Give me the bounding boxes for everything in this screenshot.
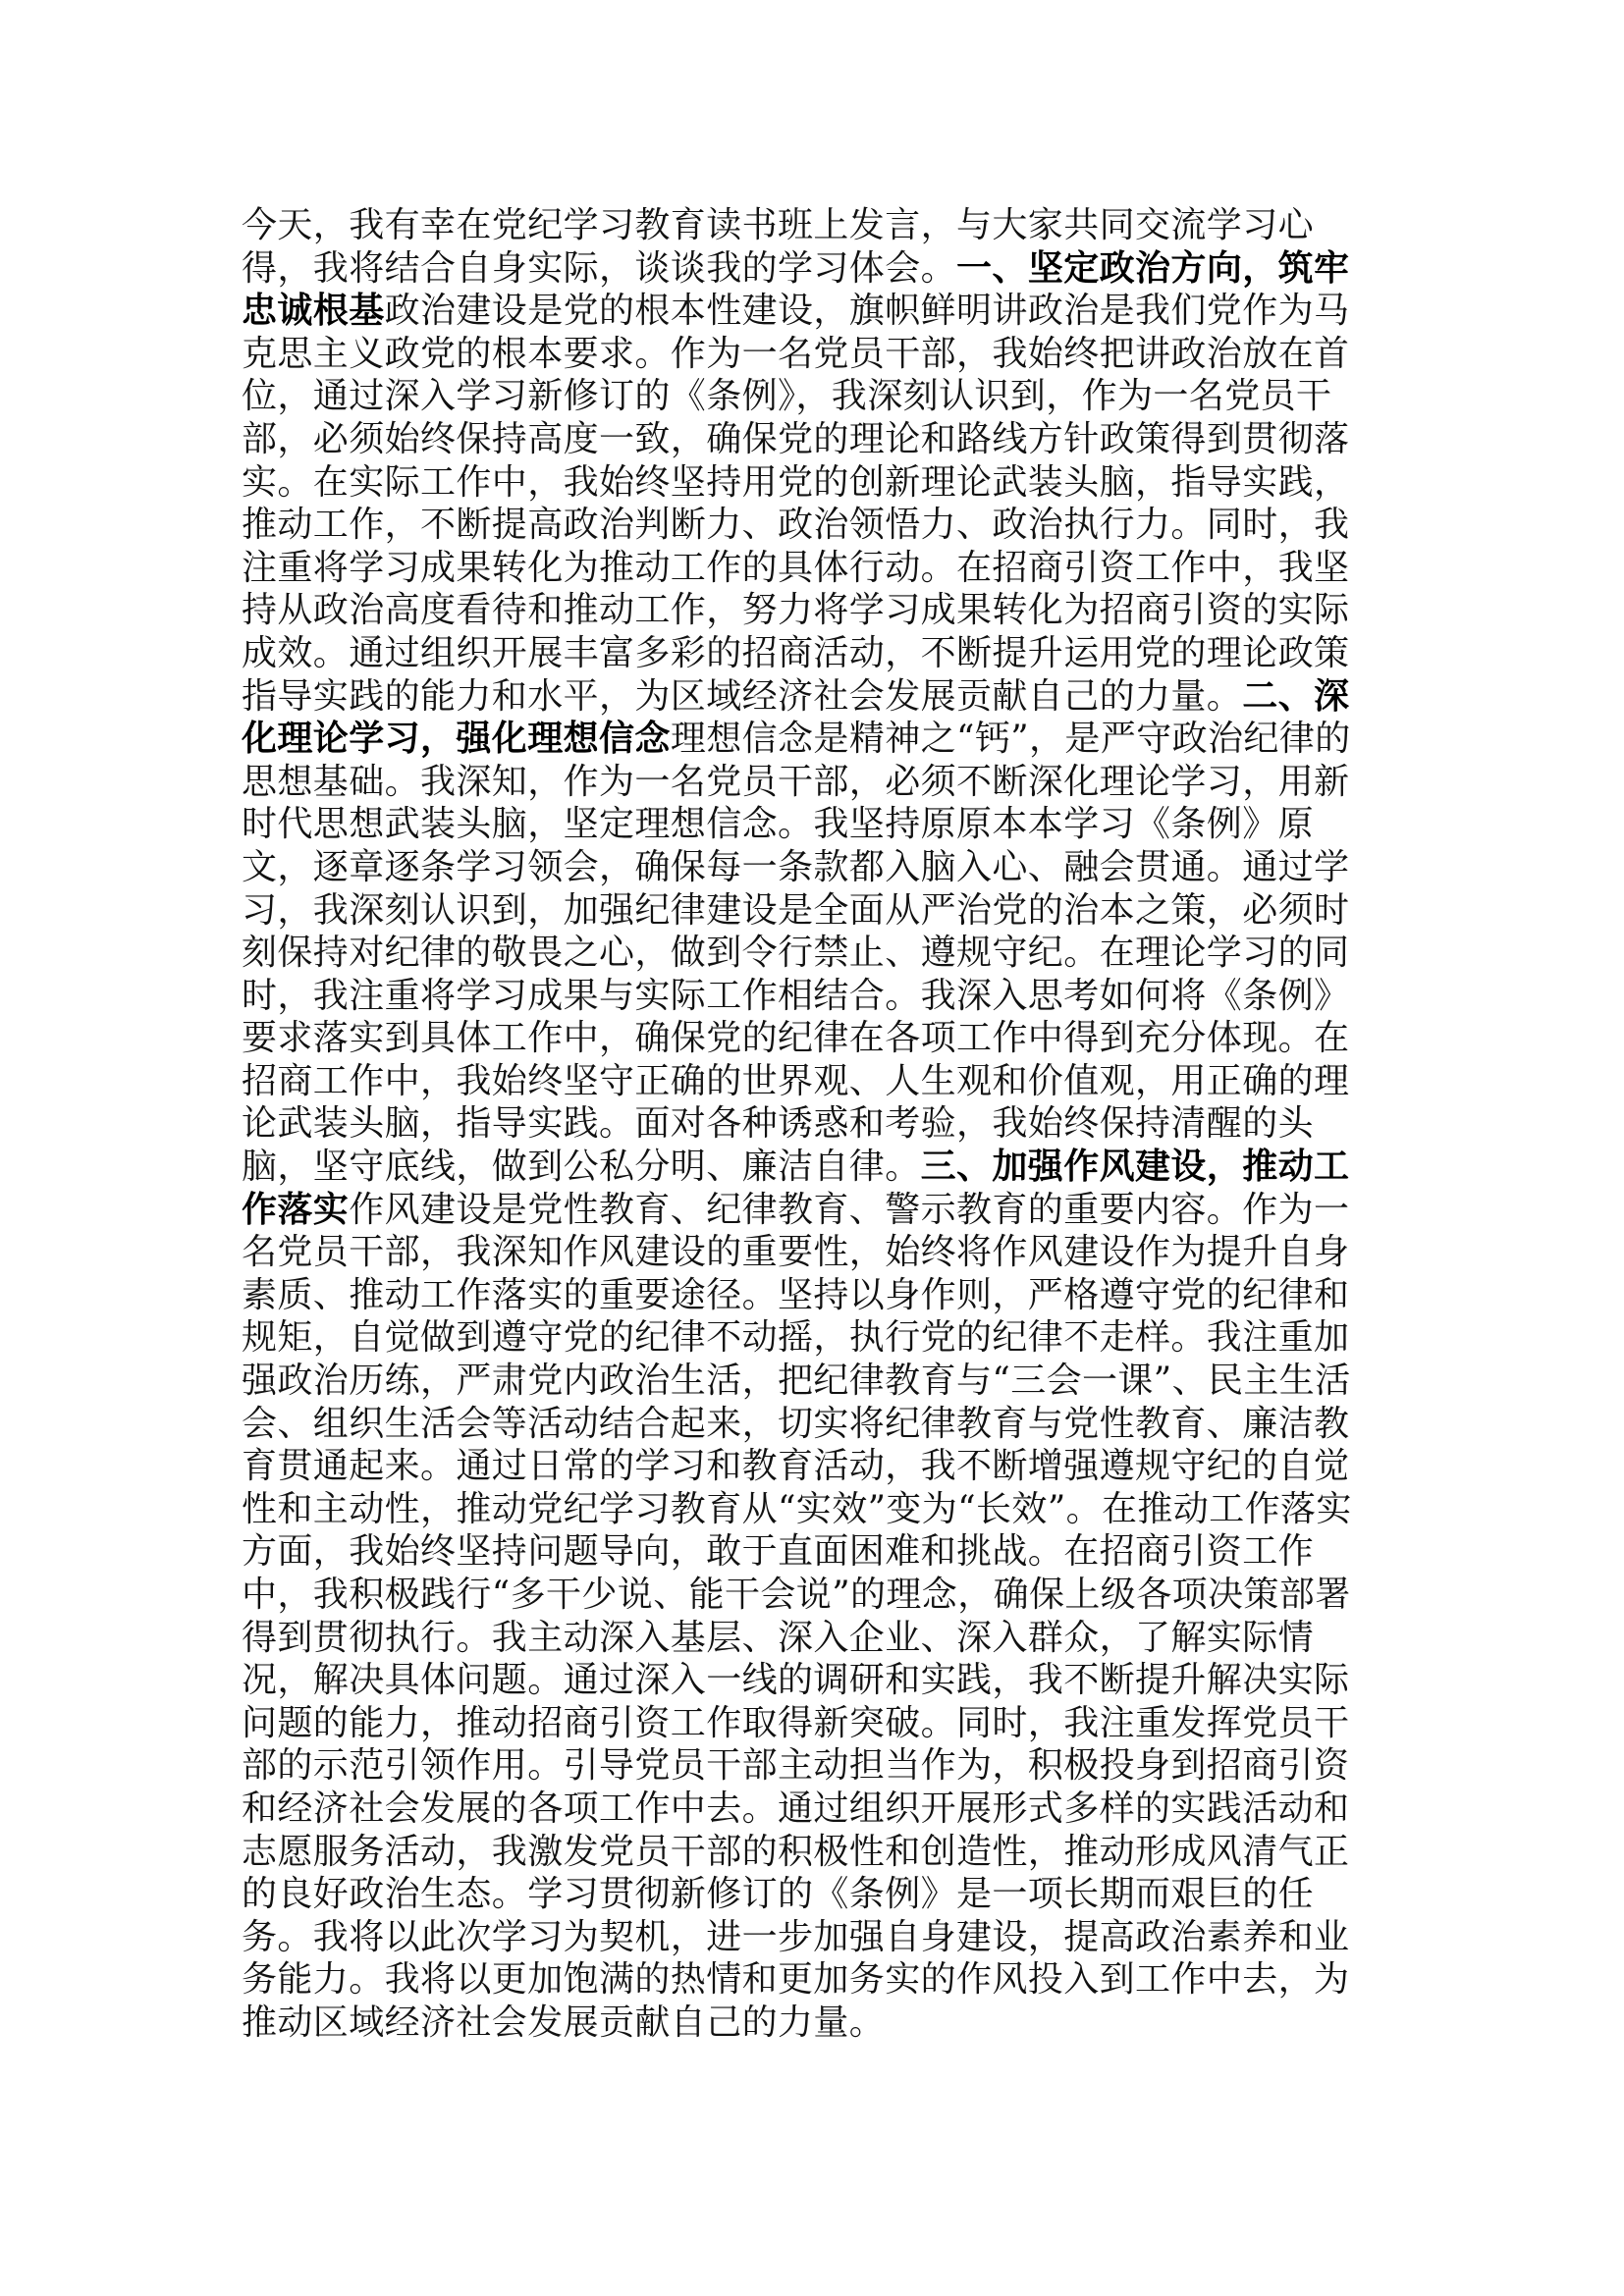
section-body-3: 作风建设是党性教育、纪律教育、警示教育的重要内容。作为一名党员干部，我深知作风建设的重要性，始终将作风建设作为提升自身素质、推动工作落实的重要途径。坚持以身作则，严格遵守党的纪律和规矩，自觉做到遵守党的纪律不动摇，执行党的纪律不走样。我注重加强政治历练，严肃党内政治生活，把纪律教育与“三会一课”、民主生活会、组织生活会等活动结合起来，切实将纪律教育与党性教育、廉洁教育贯通起来。通过日常的学习和教育活动，我不断增强遵规守纪的自觉性和主动性，推动党纪学习教育从“实效”变为“长效”。在推动工作落实方面，我始终坚持问题导向，敢于直面困难和挑战。在招商引资工作中，我积极践行“多干少说、能干会说”的理念，确保上级各项决策部署得到贯彻执行。我主动深入基层、深入企业、深入群众，了解实际情况，解决具体问题。通过深入一线的调研和实践，我不断提升解决实际问题的能力，推动招商引资工作取得新突破。同时，我注重发挥党员干部的示范引领作用。引导党员干部主动担当作为，积极投身到招商引资和经济社会发展的各项工作中去。通过组织开展形式多样的实践活动和志愿服务活动，我激发党员干部的积极性和创造性，推动形成风清气正的良好政治生态。学习贯彻新修订的《条例》是一项长期而艰巨的任务。我将以此次学习为契机，进一步加强自身建设，提高政治素养和业务能力。我将以更加饱满的热情和更加务实的作风投入到工作中去，为推动区域经济社会发展贡献自己的力量。 <box>242 1189 1352 2043</box>
section-heading-1: 一、坚定政治方向，筑牢忠诚根基 <box>242 247 1350 332</box>
intro-text: 今天，我有幸在党纪学习教育读书班上发言，与大家共同交流学习心得，我将结合自身实际，谈谈我的学习体会。 <box>242 205 1315 289</box>
section-body-2: 理想信念是精神之“钙”，是严守政治纪律的思想基础。我深知，作为一名党员干部，必须不断深化理论学习，用新时代思想武装头脑，坚定理想信念。我坚持原原本本学习《条例》原文，逐章逐条学习领会，确保每一条款都入脑入心、融会贯通。通过学习，我深刻认识到，加强纪律建设是全面从严治党的治本之策，必须时刻保持对纪律的敬畏之心，做到令行禁止、遵规守纪。在理论学习的同时，我注重将学习成果与实际工作相结合。我深入思考如何将《条例》要求落实到具体工作中，确保党的纪律在各项工作中得到充分体现。在招商工作中，我始终坚守正确的世界观、人生观和价值观，用正确的理论武装头脑，指导实践。面对各种诱惑和考验，我始终保持清醒的头脑，坚守底线，做到公私分明、廉洁自律。 <box>242 719 1351 1188</box>
document-body <box>242 204 1382 2045</box>
section-heading-2: 二、深化理论学习，强化理想信念 <box>242 675 1350 760</box>
section-heading-3: 三、加强作风建设，推动工作落实 <box>242 1147 1350 1230</box>
section-body-1: 政治建设是党的根本性建设，旗帜鲜明讲政治是我们党作为马克思主义政党的根本要求。作为一名党员干部，我始终把讲政治放在首位，通过深入学习新修订的《条例》，我深刻认识到，作为一名党员干部，必须始终保持高度一致，确保党的理论和路线方针政策得到贯彻落实。在实际工作中，我始终坚持用党的创新理论武装头脑，指导实践，推动工作，不断提高政治判断力、政治领悟力、政治执行力。同时，我注重将学习成果转化为推动工作的具体行动。在招商引资工作中，我坚持从政治高度看待和推动工作，努力将学习成果转化为招商引资的实际成效。通过组织开展丰富多彩的招商活动，不断提升运用党的理论政策指导实践的能力和水平，为区域经济社会发展贡献自己的力量。 <box>242 291 1350 717</box>
